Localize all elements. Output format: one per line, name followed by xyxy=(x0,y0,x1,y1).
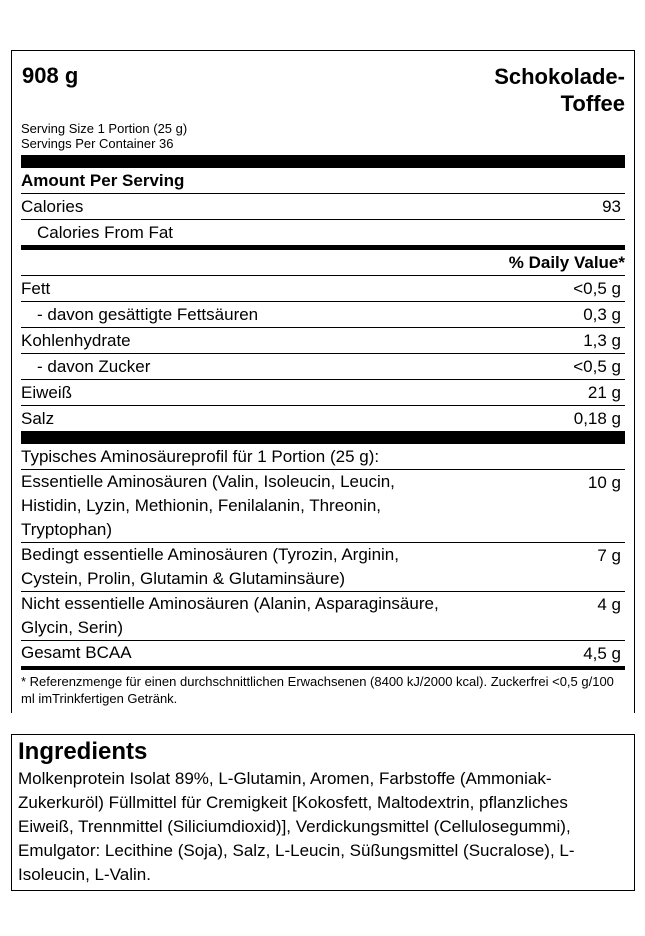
thick-divider xyxy=(21,155,625,168)
nutrient-value: 21 g xyxy=(587,383,621,402)
thick-divider xyxy=(21,431,625,444)
amino-heading-row xyxy=(21,444,625,470)
nutrient-row xyxy=(21,354,625,380)
calories-value: 93 xyxy=(602,197,621,216)
daily-value-header-row xyxy=(21,250,625,276)
amino-value: 10 g xyxy=(587,473,621,492)
daily-value-header: % Daily Value* xyxy=(508,253,625,272)
nutrient-value: 0,3 g xyxy=(583,305,621,324)
net-weight: 908 g xyxy=(22,63,79,88)
amino-heading: Typisches Aminosäureprofil für 1 Portion (25 g): xyxy=(21,447,380,466)
nutrient-value: <0,5 g xyxy=(573,357,621,376)
amino-row xyxy=(21,641,625,670)
nutrient-value: 1,3 g xyxy=(583,331,621,350)
footnote: * Referenzmenge für einen durchschnittlichen Erwachsenen (8400 kJ/2000 kcal). Zuckerfrei <0,5 g/100 ml imTrinkfertigen Getränk. xyxy=(21,674,614,706)
ingredients-text: Molkenprotein Isolat 89%, L-Glutamin, Aromen, Farbstoffe (Ammoniak-Zukerkuröl) Füllmittel für Cremigkeit [Kokosfett, Maltodextrin, pflanzliches Eiweiß, Trennmittel (Siliciumdioxid)], Verdickungsmittel (Cellulosegummi), Emulgator: Lecithine (Soja), Salz, L-Leucin, Süßungsmittel (Sucralose), L-Isoleucin, L-Valin. xyxy=(18,769,575,884)
nutrient-label: Salz xyxy=(21,409,55,428)
amino-value: 4 g xyxy=(597,595,621,614)
amino-row xyxy=(21,592,625,641)
nutrient-label: Eiweiß xyxy=(21,383,73,402)
amount-per-serving-label: Amount Per Serving xyxy=(21,171,185,190)
amino-row xyxy=(21,543,625,592)
nutrient-value: <0,5 g xyxy=(573,279,621,298)
flavor-line-1: Schokolade- xyxy=(494,64,625,89)
amino-label: Bedingt essentielle Aminosäuren (Tyrozin, Arginin, Cystein, Prolin, Glutamin & Glutaminsäure) xyxy=(21,545,399,588)
ingredients-title: Ingredients xyxy=(18,738,148,765)
nutrient-value: 0,18 g xyxy=(573,409,621,428)
amino-value: 7 g xyxy=(597,546,621,565)
amino-value: 4,5 g xyxy=(583,644,621,663)
nutrient-label: - davon Zucker xyxy=(37,357,151,376)
calories-from-fat-row xyxy=(21,220,625,245)
nutrient-label: - davon gesättigte Fettsäuren xyxy=(37,305,259,324)
amount-per-serving-row xyxy=(21,168,625,194)
nutrient-row xyxy=(21,380,625,406)
amino-label: Essentielle Aminosäuren (Valin, Isoleucin, Leucin, Histidin, Lyzin, Methionin, Fenilalanin, Threonin, Tryptophan) xyxy=(21,472,395,539)
calories-row xyxy=(21,194,625,220)
ingredients-box xyxy=(11,734,635,891)
amino-label: Nicht essentielle Aminosäuren (Alanin, Asparaginsäure, Glycin, Serin) xyxy=(21,594,439,637)
nutrition-facts-label xyxy=(11,50,635,713)
label-header xyxy=(12,51,634,121)
calories-from-fat-label: Calories From Fat xyxy=(37,223,174,242)
nutrient-row xyxy=(21,276,625,302)
nutrient-row xyxy=(21,302,625,328)
nutrient-row xyxy=(21,328,625,354)
serving-size: Serving Size 1 Portion (25 g) xyxy=(21,121,188,136)
nutrient-row xyxy=(21,406,625,431)
flavor-name xyxy=(494,63,625,121)
nutrient-label: Fett xyxy=(21,279,51,298)
servings-per-container: Servings Per Container 36 xyxy=(21,136,174,151)
amino-row xyxy=(21,470,625,543)
calories-label: Calories xyxy=(21,197,84,216)
nutrient-label: Kohlenhydrate xyxy=(21,331,131,350)
flavor-line-2: Toffee xyxy=(560,91,625,116)
amino-label: Gesamt BCAA xyxy=(21,643,132,662)
